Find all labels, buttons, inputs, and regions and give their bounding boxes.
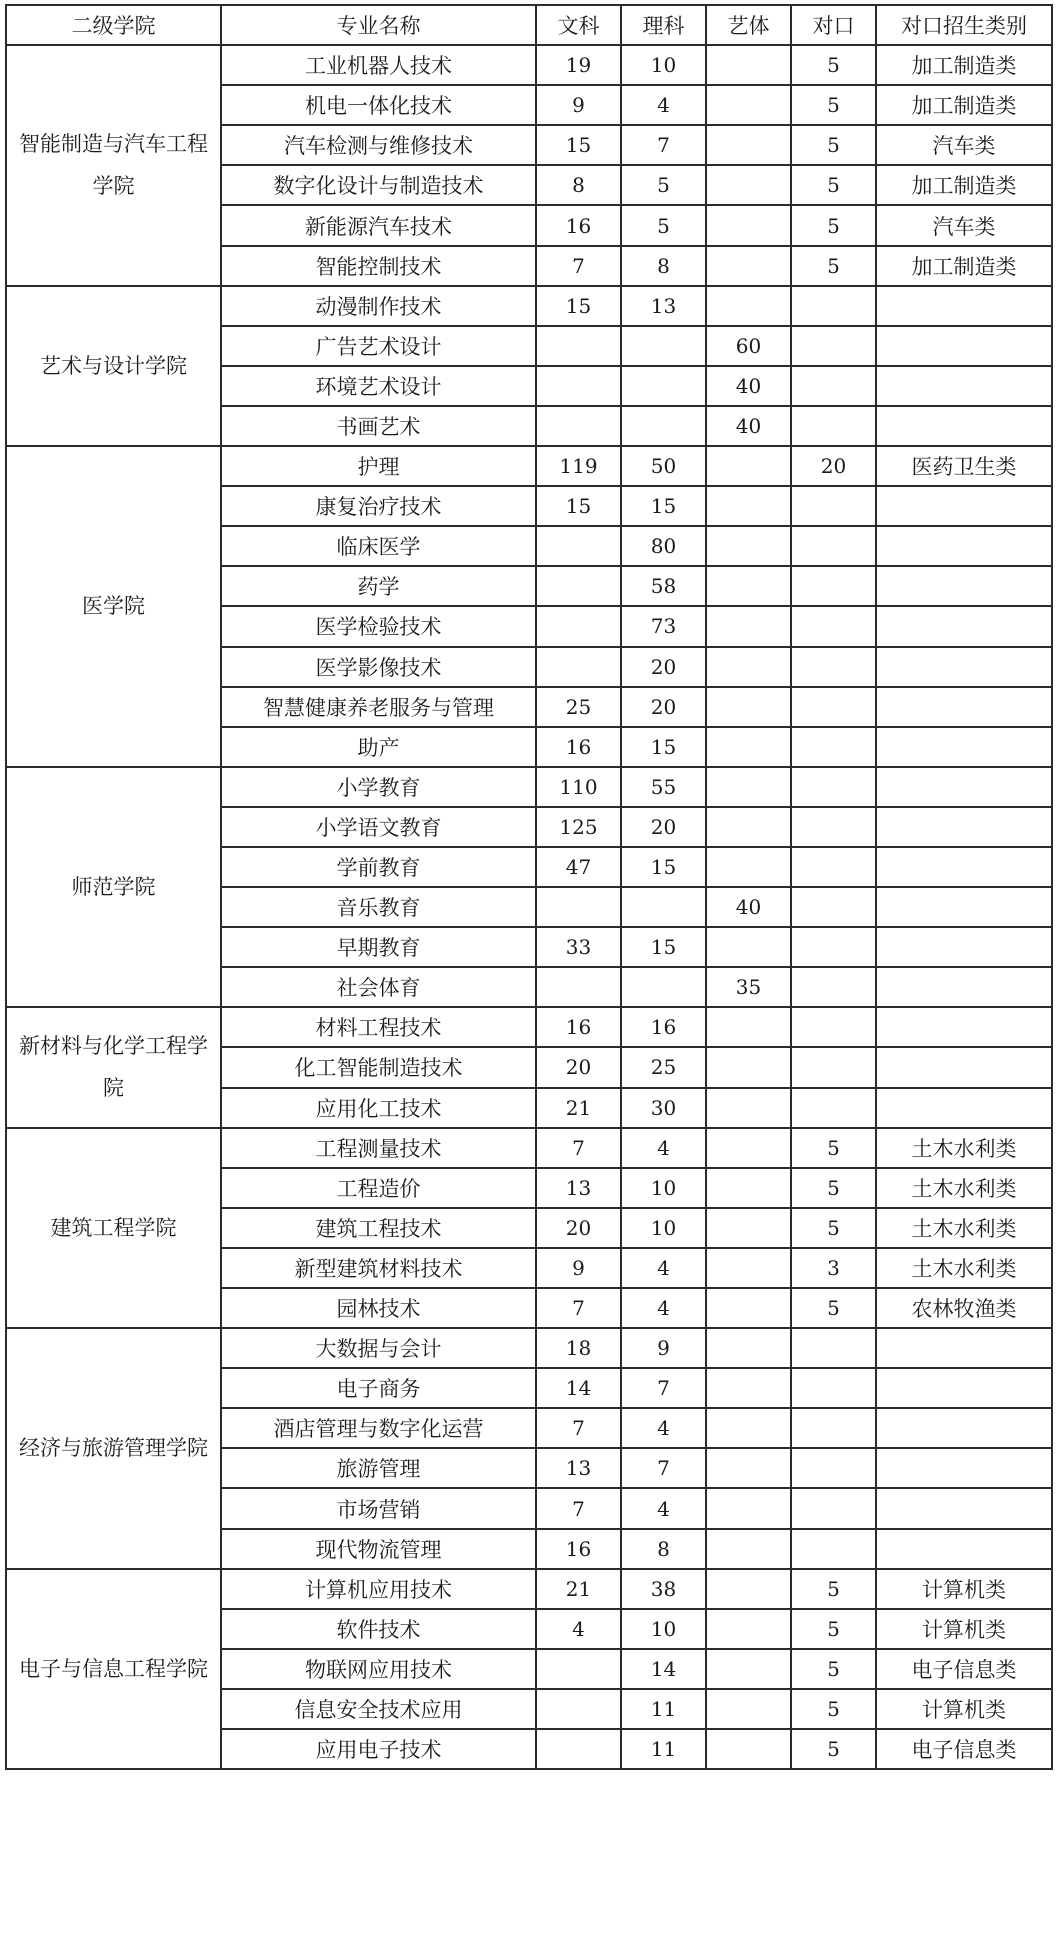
wenke-count-cell: 9 [536, 85, 621, 125]
wenke-count-cell: 9 [536, 1248, 621, 1288]
like-count-cell [621, 326, 706, 366]
yiti-count-cell [706, 1288, 791, 1328]
major-name-cell: 材料工程技术 [221, 1007, 536, 1047]
duikou-category-cell [876, 807, 1052, 847]
duikou-count-cell: 5 [791, 246, 876, 286]
major-name-cell: 软件技术 [221, 1609, 536, 1649]
duikou-category-cell [876, 967, 1052, 1007]
major-name-cell: 智慧健康养老服务与管理 [221, 687, 536, 727]
major-name-cell: 化工智能制造技术 [221, 1047, 536, 1087]
yiti-count-cell [706, 446, 791, 486]
wenke-count-cell: 14 [536, 1368, 621, 1408]
like-count-cell: 80 [621, 526, 706, 566]
major-name-cell: 新型建筑材料技术 [221, 1248, 536, 1288]
yiti-count-cell [706, 205, 791, 245]
college-name-cell: 医学院 [6, 446, 221, 767]
like-count-cell: 7 [621, 1448, 706, 1488]
duikou-count-cell [791, 526, 876, 566]
table-row [6, 1007, 1052, 1047]
like-count-cell: 7 [621, 125, 706, 165]
duikou-count-cell [791, 647, 876, 687]
duikou-category-cell [876, 526, 1052, 566]
duikou-count-cell [791, 1328, 876, 1368]
duikou-count-cell [791, 406, 876, 446]
duikou-count-cell: 5 [791, 85, 876, 125]
wenke-count-cell [536, 1649, 621, 1689]
college-name-cell: 新材料与化学工程学院 [6, 1007, 221, 1127]
header-category: 对口招生类别 [876, 5, 1052, 45]
duikou-category-cell: 土木水利类 [876, 1208, 1052, 1248]
yiti-count-cell [706, 1007, 791, 1047]
like-count-cell: 20 [621, 647, 706, 687]
college-name-cell: 电子与信息工程学院 [6, 1569, 221, 1769]
wenke-count-cell [536, 606, 621, 646]
yiti-count-cell [706, 1609, 791, 1649]
college-name-cell: 经济与旅游管理学院 [6, 1328, 221, 1569]
yiti-count-cell [706, 1368, 791, 1408]
duikou-category-cell: 加工制造类 [876, 165, 1052, 205]
duikou-category-cell [876, 887, 1052, 927]
duikou-count-cell [791, 1488, 876, 1528]
major-name-cell: 智能控制技术 [221, 246, 536, 286]
duikou-count-cell [791, 1408, 876, 1448]
major-name-cell: 现代物流管理 [221, 1529, 536, 1569]
major-name-cell: 医学检验技术 [221, 606, 536, 646]
table-row [6, 286, 1052, 326]
duikou-category-cell [876, 767, 1052, 807]
duikou-category-cell [876, 1529, 1052, 1569]
duikou-count-cell [791, 486, 876, 526]
wenke-count-cell [536, 566, 621, 606]
yiti-count-cell [706, 1248, 791, 1288]
wenke-count-cell: 119 [536, 446, 621, 486]
duikou-count-cell [791, 566, 876, 606]
yiti-count-cell [706, 647, 791, 687]
duikou-count-cell: 5 [791, 1168, 876, 1208]
major-name-cell: 旅游管理 [221, 1448, 536, 1488]
like-count-cell: 10 [621, 1609, 706, 1649]
duikou-category-cell: 土木水利类 [876, 1248, 1052, 1288]
duikou-category-cell: 计算机类 [876, 1689, 1052, 1729]
duikou-category-cell: 电子信息类 [876, 1649, 1052, 1689]
duikou-count-cell: 5 [791, 1128, 876, 1168]
header-yiti: 艺体 [706, 5, 791, 45]
wenke-count-cell: 20 [536, 1047, 621, 1087]
college-name-cell: 师范学院 [6, 767, 221, 1008]
duikou-category-cell [876, 406, 1052, 446]
wenke-count-cell [536, 647, 621, 687]
header-major: 专业名称 [221, 5, 536, 45]
duikou-category-cell: 土木水利类 [876, 1128, 1052, 1168]
table-row [6, 446, 1052, 486]
like-count-cell: 25 [621, 1047, 706, 1087]
like-count-cell: 11 [621, 1689, 706, 1729]
duikou-count-cell: 5 [791, 45, 876, 85]
like-count-cell: 5 [621, 205, 706, 245]
yiti-count-cell [706, 1488, 791, 1528]
major-name-cell: 环境艺术设计 [221, 366, 536, 406]
duikou-category-cell [876, 606, 1052, 646]
major-name-cell: 酒店管理与数字化运营 [221, 1408, 536, 1448]
duikou-category-cell [876, 1047, 1052, 1087]
duikou-count-cell [791, 1448, 876, 1488]
duikou-count-cell [791, 767, 876, 807]
major-name-cell: 书画艺术 [221, 406, 536, 446]
yiti-count-cell [706, 1047, 791, 1087]
duikou-count-cell [791, 847, 876, 887]
major-name-cell: 早期教育 [221, 927, 536, 967]
like-count-cell: 55 [621, 767, 706, 807]
duikou-count-cell: 5 [791, 1569, 876, 1609]
duikou-category-cell: 农林牧渔类 [876, 1288, 1052, 1328]
like-count-cell: 15 [621, 927, 706, 967]
like-count-cell: 20 [621, 687, 706, 727]
major-name-cell: 康复治疗技术 [221, 486, 536, 526]
duikou-count-cell: 5 [791, 1609, 876, 1649]
duikou-category-cell [876, 1328, 1052, 1368]
wenke-count-cell [536, 1689, 621, 1729]
yiti-count-cell [706, 45, 791, 85]
like-count-cell: 4 [621, 1128, 706, 1168]
like-count-cell: 10 [621, 45, 706, 85]
major-name-cell: 临床医学 [221, 526, 536, 566]
wenke-count-cell: 20 [536, 1208, 621, 1248]
major-name-cell: 物联网应用技术 [221, 1649, 536, 1689]
duikou-category-cell [876, 1448, 1052, 1488]
duikou-count-cell [791, 967, 876, 1007]
major-name-cell: 信息安全技术应用 [221, 1689, 536, 1729]
yiti-count-cell [706, 125, 791, 165]
college-name-cell: 建筑工程学院 [6, 1128, 221, 1328]
duikou-category-cell [876, 1488, 1052, 1528]
major-name-cell: 工业机器人技术 [221, 45, 536, 85]
major-name-cell: 医学影像技术 [221, 647, 536, 687]
yiti-count-cell [706, 606, 791, 646]
wenke-count-cell: 125 [536, 807, 621, 847]
duikou-category-cell [876, 647, 1052, 687]
wenke-count-cell: 7 [536, 1408, 621, 1448]
major-name-cell: 园林技术 [221, 1288, 536, 1328]
like-count-cell: 20 [621, 807, 706, 847]
header-row [6, 5, 1052, 45]
wenke-count-cell: 15 [536, 125, 621, 165]
college-name-cell: 艺术与设计学院 [6, 286, 221, 446]
duikou-category-cell [876, 1408, 1052, 1448]
duikou-category-cell: 加工制造类 [876, 85, 1052, 125]
wenke-count-cell: 19 [536, 45, 621, 85]
yiti-count-cell [706, 927, 791, 967]
like-count-cell: 30 [621, 1088, 706, 1128]
wenke-count-cell: 18 [536, 1328, 621, 1368]
wenke-count-cell: 110 [536, 767, 621, 807]
major-name-cell: 新能源汽车技术 [221, 205, 536, 245]
duikou-category-cell [876, 927, 1052, 967]
like-count-cell: 4 [621, 1288, 706, 1328]
duikou-count-cell [791, 286, 876, 326]
yiti-count-cell: 40 [706, 406, 791, 446]
enrollment-table-container [5, 4, 1053, 1770]
college-name-cell: 智能制造与汽车工程学院 [6, 45, 221, 286]
wenke-count-cell: 15 [536, 286, 621, 326]
duikou-count-cell: 5 [791, 205, 876, 245]
yiti-count-cell [706, 1208, 791, 1248]
yiti-count-cell [706, 165, 791, 205]
major-name-cell: 大数据与会计 [221, 1328, 536, 1368]
duikou-category-cell: 汽车类 [876, 125, 1052, 165]
wenke-count-cell: 7 [536, 246, 621, 286]
major-name-cell: 药学 [221, 566, 536, 606]
wenke-count-cell: 25 [536, 687, 621, 727]
wenke-count-cell: 4 [536, 1609, 621, 1649]
duikou-count-cell [791, 1007, 876, 1047]
header-college: 二级学院 [6, 5, 221, 45]
duikou-count-cell [791, 927, 876, 967]
wenke-count-cell: 21 [536, 1569, 621, 1609]
yiti-count-cell [706, 286, 791, 326]
duikou-category-cell [876, 1007, 1052, 1047]
like-count-cell: 73 [621, 606, 706, 646]
duikou-category-cell [876, 1368, 1052, 1408]
duikou-count-cell: 5 [791, 1689, 876, 1729]
duikou-count-cell [791, 807, 876, 847]
major-name-cell: 机电一体化技术 [221, 85, 536, 125]
duikou-count-cell [791, 366, 876, 406]
wenke-count-cell: 8 [536, 165, 621, 205]
yiti-count-cell [706, 1569, 791, 1609]
like-count-cell: 4 [621, 1248, 706, 1288]
like-count-cell: 11 [621, 1729, 706, 1769]
duikou-count-cell: 5 [791, 1649, 876, 1689]
like-count-cell [621, 366, 706, 406]
major-name-cell: 应用化工技术 [221, 1088, 536, 1128]
wenke-count-cell: 33 [536, 927, 621, 967]
duikou-category-cell: 医药卫生类 [876, 446, 1052, 486]
wenke-count-cell [536, 406, 621, 446]
wenke-count-cell [536, 967, 621, 1007]
wenke-count-cell [536, 526, 621, 566]
wenke-count-cell: 13 [536, 1448, 621, 1488]
duikou-count-cell [791, 606, 876, 646]
duikou-category-cell [876, 286, 1052, 326]
like-count-cell: 9 [621, 1328, 706, 1368]
table-body [6, 45, 1052, 1769]
like-count-cell: 4 [621, 1488, 706, 1528]
like-count-cell [621, 887, 706, 927]
duikou-count-cell [791, 1088, 876, 1128]
like-count-cell: 10 [621, 1208, 706, 1248]
yiti-count-cell [706, 1448, 791, 1488]
duikou-category-cell [876, 366, 1052, 406]
major-name-cell: 市场营销 [221, 1488, 536, 1528]
like-count-cell: 16 [621, 1007, 706, 1047]
wenke-count-cell [536, 326, 621, 366]
duikou-category-cell [876, 1088, 1052, 1128]
yiti-count-cell [706, 85, 791, 125]
yiti-count-cell [706, 807, 791, 847]
header-duikou: 对口 [791, 5, 876, 45]
duikou-category-cell: 汽车类 [876, 205, 1052, 245]
yiti-count-cell [706, 526, 791, 566]
duikou-category-cell [876, 727, 1052, 767]
duikou-category-cell [876, 687, 1052, 727]
yiti-count-cell [706, 1408, 791, 1448]
wenke-count-cell [536, 887, 621, 927]
major-name-cell: 广告艺术设计 [221, 326, 536, 366]
major-name-cell: 电子商务 [221, 1368, 536, 1408]
duikou-count-cell: 5 [791, 1729, 876, 1769]
like-count-cell [621, 406, 706, 446]
wenke-count-cell: 16 [536, 727, 621, 767]
like-count-cell: 7 [621, 1368, 706, 1408]
duikou-category-cell [876, 326, 1052, 366]
yiti-count-cell [706, 1168, 791, 1208]
duikou-category-cell [876, 486, 1052, 526]
table-row [6, 1328, 1052, 1368]
duikou-category-cell: 计算机类 [876, 1609, 1052, 1649]
major-name-cell: 助产 [221, 727, 536, 767]
major-name-cell: 计算机应用技术 [221, 1569, 536, 1609]
yiti-count-cell [706, 566, 791, 606]
duikou-category-cell: 土木水利类 [876, 1168, 1052, 1208]
like-count-cell: 15 [621, 486, 706, 526]
duikou-count-cell: 3 [791, 1248, 876, 1288]
yiti-count-cell [706, 687, 791, 727]
yiti-count-cell [706, 1128, 791, 1168]
duikou-category-cell [876, 566, 1052, 606]
major-name-cell: 小学语文教育 [221, 807, 536, 847]
yiti-count-cell [706, 1649, 791, 1689]
yiti-count-cell [706, 1529, 791, 1569]
wenke-count-cell [536, 1729, 621, 1769]
yiti-count-cell: 40 [706, 366, 791, 406]
wenke-count-cell: 47 [536, 847, 621, 887]
duikou-category-cell: 电子信息类 [876, 1729, 1052, 1769]
table-row [6, 1569, 1052, 1609]
duikou-count-cell: 5 [791, 165, 876, 205]
major-name-cell: 汽车检测与维修技术 [221, 125, 536, 165]
wenke-count-cell: 21 [536, 1088, 621, 1128]
duikou-count-cell: 20 [791, 446, 876, 486]
wenke-count-cell: 15 [536, 486, 621, 526]
yiti-count-cell [706, 486, 791, 526]
yiti-count-cell [706, 767, 791, 807]
like-count-cell [621, 967, 706, 1007]
yiti-count-cell [706, 1729, 791, 1769]
header-wenke: 文科 [536, 5, 621, 45]
like-count-cell: 38 [621, 1569, 706, 1609]
like-count-cell: 14 [621, 1649, 706, 1689]
major-name-cell: 护理 [221, 446, 536, 486]
duikou-category-cell: 加工制造类 [876, 246, 1052, 286]
major-name-cell: 工程造价 [221, 1168, 536, 1208]
table-row [6, 767, 1052, 807]
yiti-count-cell: 60 [706, 326, 791, 366]
header-like: 理科 [621, 5, 706, 45]
like-count-cell: 5 [621, 165, 706, 205]
wenke-count-cell [536, 366, 621, 406]
like-count-cell: 4 [621, 1408, 706, 1448]
duikou-count-cell [791, 1368, 876, 1408]
major-name-cell: 社会体育 [221, 967, 536, 1007]
like-count-cell: 15 [621, 727, 706, 767]
duikou-count-cell: 5 [791, 1208, 876, 1248]
yiti-count-cell [706, 1088, 791, 1128]
major-name-cell: 数字化设计与制造技术 [221, 165, 536, 205]
like-count-cell: 58 [621, 566, 706, 606]
duikou-category-cell: 计算机类 [876, 1569, 1052, 1609]
like-count-cell: 8 [621, 246, 706, 286]
yiti-count-cell [706, 847, 791, 887]
duikou-count-cell [791, 326, 876, 366]
duikou-count-cell [791, 887, 876, 927]
duikou-count-cell [791, 727, 876, 767]
major-name-cell: 工程测量技术 [221, 1128, 536, 1168]
table-row [6, 1128, 1052, 1168]
wenke-count-cell: 16 [536, 205, 621, 245]
wenke-count-cell: 7 [536, 1488, 621, 1528]
major-name-cell: 动漫制作技术 [221, 286, 536, 326]
duikou-count-cell: 5 [791, 1288, 876, 1328]
yiti-count-cell: 35 [706, 967, 791, 1007]
like-count-cell: 50 [621, 446, 706, 486]
duikou-count-cell [791, 1047, 876, 1087]
like-count-cell: 10 [621, 1168, 706, 1208]
wenke-count-cell: 16 [536, 1529, 621, 1569]
major-name-cell: 学前教育 [221, 847, 536, 887]
major-name-cell: 应用电子技术 [221, 1729, 536, 1769]
yiti-count-cell [706, 727, 791, 767]
yiti-count-cell [706, 246, 791, 286]
like-count-cell: 8 [621, 1529, 706, 1569]
yiti-count-cell [706, 1689, 791, 1729]
wenke-count-cell: 7 [536, 1128, 621, 1168]
like-count-cell: 13 [621, 286, 706, 326]
yiti-count-cell [706, 1328, 791, 1368]
duikou-count-cell [791, 1529, 876, 1569]
like-count-cell: 15 [621, 847, 706, 887]
wenke-count-cell: 16 [536, 1007, 621, 1047]
duikou-category-cell [876, 847, 1052, 887]
wenke-count-cell: 7 [536, 1288, 621, 1328]
like-count-cell: 4 [621, 85, 706, 125]
duikou-count-cell [791, 687, 876, 727]
major-name-cell: 小学教育 [221, 767, 536, 807]
wenke-count-cell: 13 [536, 1168, 621, 1208]
major-name-cell: 音乐教育 [221, 887, 536, 927]
enrollment-plan-table [5, 4, 1053, 1770]
major-name-cell: 建筑工程技术 [221, 1208, 536, 1248]
yiti-count-cell: 40 [706, 887, 791, 927]
table-row [6, 45, 1052, 85]
duikou-count-cell: 5 [791, 125, 876, 165]
duikou-category-cell: 加工制造类 [876, 45, 1052, 85]
